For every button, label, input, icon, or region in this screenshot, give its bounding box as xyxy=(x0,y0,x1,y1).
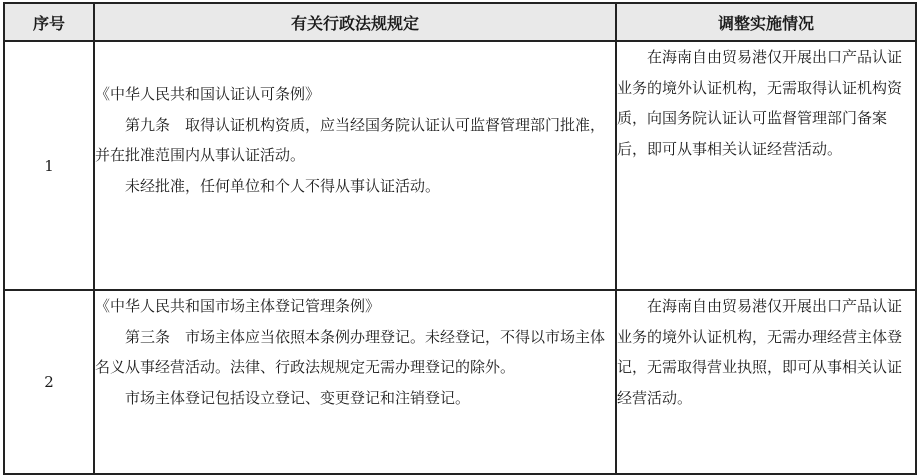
header-regulation: 有关行政法规规定 xyxy=(94,3,616,41)
table-row xyxy=(4,41,916,290)
adjustment-cell xyxy=(616,41,916,290)
adjustment-text: 在海南自由贸易港仅开展出口产品认证业务的境外认证机构，无需办理经营主体登记，无需取得营业执照，即可从事相关认证经营活动。 xyxy=(617,297,903,407)
row-index: 1 xyxy=(4,41,94,290)
adjustment-cell xyxy=(616,290,916,474)
header-index: 序号 xyxy=(4,3,94,41)
adjustment-text: 在海南自由贸易港仅开展出口产品认证业务的境外认证机构，无需取得认证机构资质，向国务院认证认可监督管理部门备案后，即可从事相关认证经营活动。 xyxy=(617,48,903,158)
header-adjustment: 调整实施情况 xyxy=(616,3,916,41)
regulation-cell xyxy=(94,41,616,290)
law-article: 市场主体登记包括设立登记、变更登记和注销登记。 xyxy=(125,388,471,407)
row-index: 2 xyxy=(4,290,94,474)
law-title: 《中华人民共和国认证认可条例》 xyxy=(95,85,321,103)
table-row xyxy=(4,290,916,474)
law-title: 《中华人民共和国市场主体登记管理条例》 xyxy=(95,297,381,315)
regulation-cell xyxy=(94,290,616,474)
law-article: 第九条 取得认证机构资质，应当经国务院认证认可监督管理部门批准，并在批准范围内从事认证活动。 xyxy=(95,115,606,164)
table-header-row xyxy=(4,3,916,41)
law-article: 未经批准，任何单位和个人不得从事认证活动。 xyxy=(125,176,441,195)
law-article: 第三条 市场主体应当依照本条例办理登记。未经登记，不得以市场主体名义从事经营活动。法律、行政法规规定无需办理登记的除外。 xyxy=(95,327,606,376)
regulation-adjustment-table xyxy=(3,2,917,475)
